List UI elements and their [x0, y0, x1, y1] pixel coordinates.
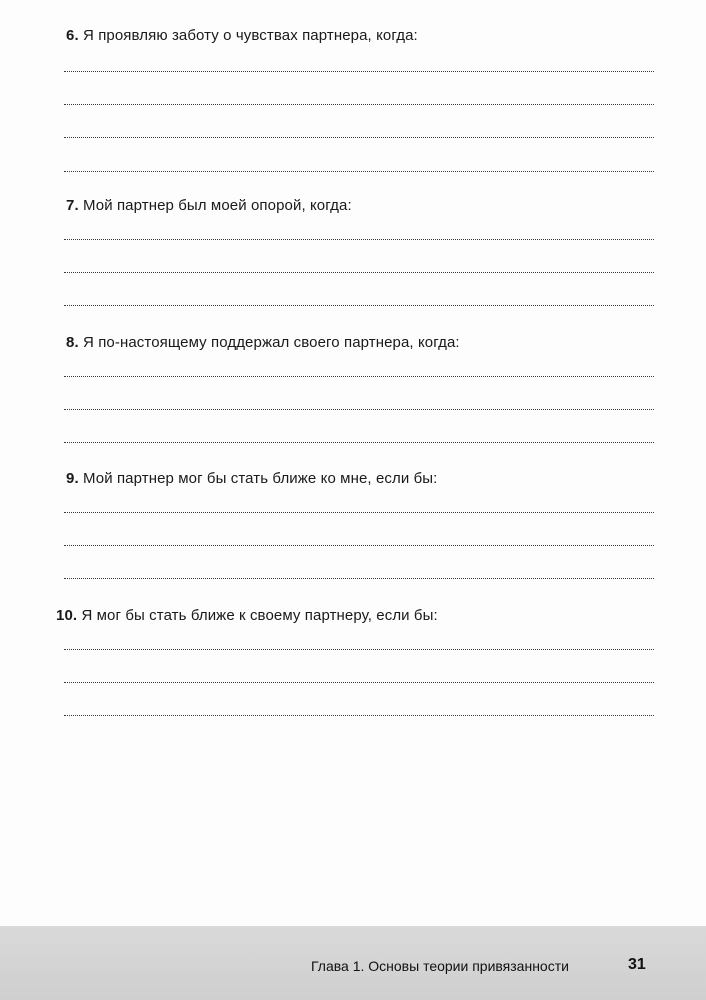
question-number: 10. [56, 607, 78, 624]
question-text: Я мог бы стать ближе к своему партнеру, если бы: [81, 607, 438, 624]
answer-line[interactable] [64, 442, 654, 443]
answer-line[interactable] [64, 682, 654, 683]
page-number: 31 [628, 956, 646, 973]
question-text: Мой партнер был моей опорой, когда: [83, 197, 352, 214]
answer-line[interactable] [64, 649, 654, 650]
chapter-title: Глава 1. Основы теории привязанности [311, 958, 569, 974]
answer-line[interactable] [64, 545, 654, 546]
answer-line[interactable] [64, 272, 654, 273]
question-text: Я по-настоящему поддержал своего партнера, когда: [83, 334, 460, 351]
question-heading [56, 607, 438, 624]
question-text: Мой партнер мог бы стать ближе ко мне, если бы: [83, 470, 438, 487]
answer-line[interactable] [64, 171, 654, 172]
answer-line[interactable] [64, 137, 654, 138]
answer-line[interactable] [64, 715, 654, 716]
question-heading [66, 334, 460, 351]
question-number: 8. [66, 334, 79, 351]
question-number: 6. [66, 27, 79, 44]
question-heading [66, 197, 352, 214]
answer-line[interactable] [64, 512, 654, 513]
answer-line[interactable] [64, 409, 654, 410]
answer-line[interactable] [64, 104, 654, 105]
question-number: 7. [66, 197, 79, 214]
question-number: 9. [66, 470, 79, 487]
answer-line[interactable] [64, 376, 654, 377]
question-heading [66, 470, 437, 487]
answer-line[interactable] [64, 71, 654, 72]
answer-line[interactable] [64, 305, 654, 306]
answer-line[interactable] [64, 239, 654, 240]
question-text: Я проявляю заботу о чувствах партнера, когда: [83, 27, 418, 44]
page-footer [0, 926, 706, 1000]
answer-line[interactable] [64, 578, 654, 579]
question-heading [66, 27, 418, 44]
